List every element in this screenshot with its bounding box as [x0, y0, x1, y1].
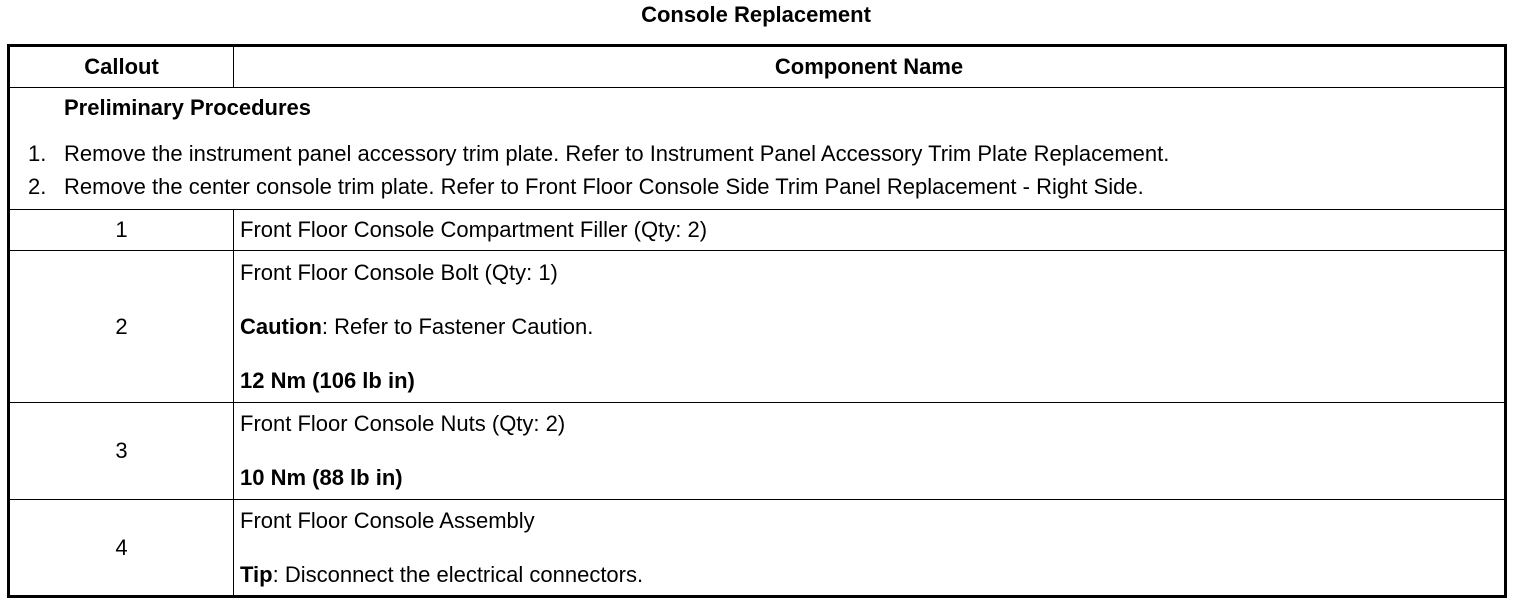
- caution-note: [240, 314, 1504, 340]
- preliminary-step: [10, 170, 1504, 203]
- component-name: Front Floor Console Nuts (Qty: 2): [240, 411, 566, 436]
- preliminary-step: [10, 137, 1504, 170]
- step-text: Remove the instrument panel accessory trim plate. Refer to Instrument Panel Accessory Trim Plate Replacement.: [64, 141, 1170, 166]
- component-name: Front Floor Console Assembly: [240, 507, 535, 533]
- callout-cell: 3: [9, 403, 234, 500]
- component-name-cell: [234, 251, 1506, 403]
- caution-text: : Refer to Fastener Caution.: [321, 313, 594, 339]
- table-row: [9, 210, 1506, 251]
- component-name: Front Floor Console Compartment Filler (Qty: 2): [240, 217, 708, 242]
- preliminary-steps-list: [10, 137, 1504, 203]
- preliminary-procedures-heading: Preliminary Procedures: [64, 95, 312, 120]
- component-name-cell: [234, 210, 1506, 251]
- document-title: Console Replacement: [641, 2, 871, 27]
- callout-cell: 1: [9, 210, 234, 251]
- step-number: 1.: [28, 141, 47, 166]
- callout-cell: 2: [9, 251, 234, 403]
- torque-spec: 12 Nm (106 lb in): [240, 367, 415, 393]
- column-header-callout: Callout: [9, 46, 234, 88]
- torque-spec: 10 Nm (88 lb in): [240, 465, 403, 490]
- table-row: [9, 403, 1506, 500]
- tip-label: Tip: [240, 561, 273, 587]
- component-name-cell: [234, 500, 1506, 597]
- table-header-row: [9, 46, 1506, 88]
- table-row: [9, 500, 1506, 597]
- caution-label: Caution: [240, 313, 322, 339]
- component-table: [7, 44, 1507, 598]
- step-text: Remove the center console trim plate. Refer to Front Floor Console Side Trim Panel Replacement - Right Side.: [64, 174, 1144, 199]
- preliminary-procedures-row: [9, 88, 1506, 210]
- callout-cell: 4: [9, 500, 234, 597]
- component-name-cell: [234, 403, 1506, 500]
- preliminary-procedures-cell: [9, 88, 1506, 210]
- tip-text: : Disconnect the electrical connectors.: [272, 561, 644, 587]
- tip-note: [240, 562, 1504, 588]
- step-number: 2.: [28, 174, 47, 199]
- table-row: [9, 251, 1506, 403]
- column-header-component-name: Component Name: [234, 46, 1506, 88]
- component-name: Front Floor Console Bolt (Qty: 1): [240, 259, 558, 285]
